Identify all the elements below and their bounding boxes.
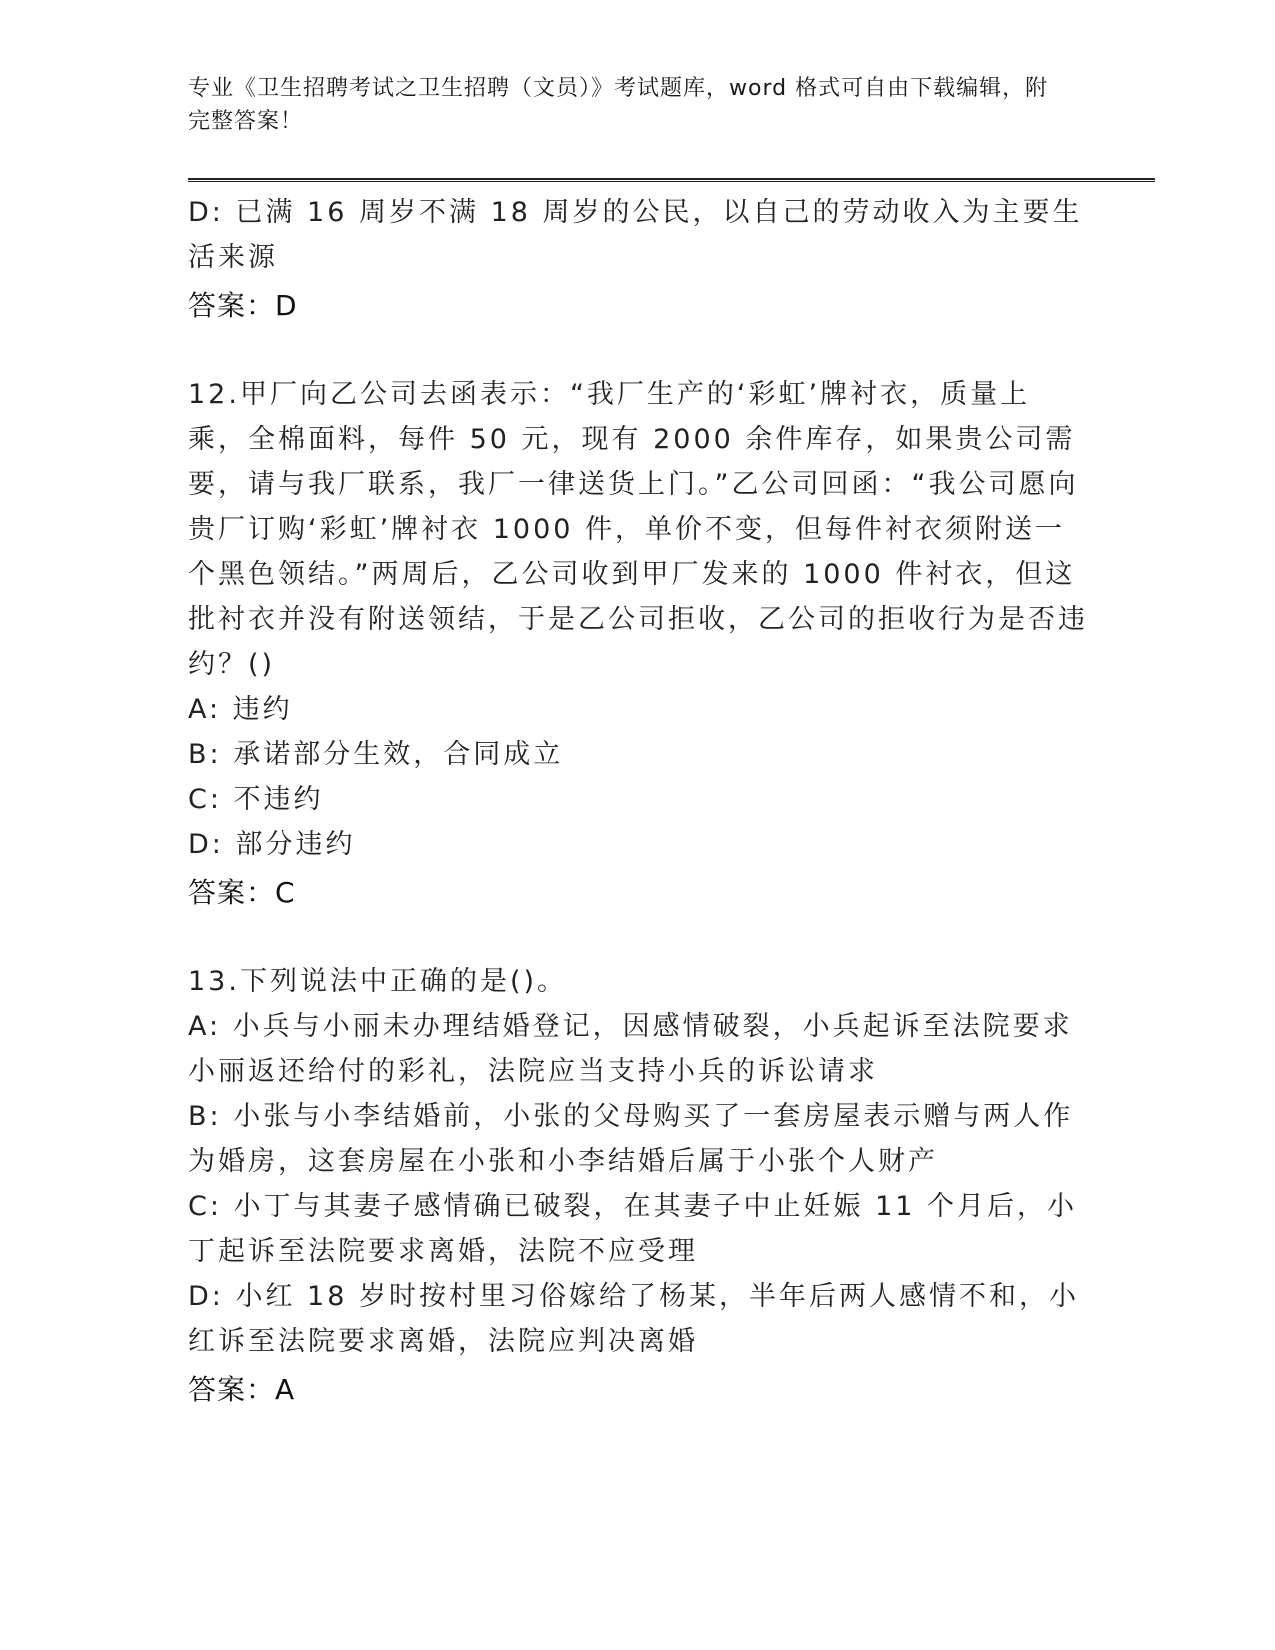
answer-line: 答案：C bbox=[188, 876, 296, 909]
option-c: C: 小丁与其妻子感情确已破裂，在其妻子中止妊娠 11 个月后，小丁起诉至法院要求离婚，法院不应受理 bbox=[188, 1191, 1078, 1267]
spacer bbox=[188, 330, 1088, 372]
answer-line: 答案：A bbox=[188, 1373, 296, 1406]
spacer bbox=[188, 917, 1088, 959]
option-d: D: 小红 18 岁时按村里习俗嫁给了杨某，半年后两人感情不和，小红诉至法院要求离婚，法院应判决离婚 bbox=[188, 1281, 1079, 1357]
answer-line: 答案：D bbox=[188, 289, 298, 322]
previous-question-tail bbox=[188, 190, 1088, 330]
document-body bbox=[188, 190, 1088, 1414]
option-a: A: 违约 bbox=[188, 694, 293, 725]
question-12 bbox=[188, 372, 1088, 917]
option-d: D: 已满 16 周岁不满 18 周岁的公民，以自己的劳动收入为主要生活来源 bbox=[188, 197, 1083, 273]
question-13 bbox=[188, 959, 1088, 1414]
option-c: C: 不违约 bbox=[188, 784, 324, 815]
question-stem: 13.下列说法中正确的是()。 bbox=[188, 966, 568, 997]
question-stem: 12.甲厂向乙公司去函表示：“我厂生产的‘彩虹’牌衬衣，质量上乘，全棉面料，每件 50 元，现有 2000 余件库存，如果贵公司需要，请与我厂联系，我厂一律送货上门。”乙公司回函：“我公司愿向贵厂订购‘彩虹’牌衬衣 1000 件，单价不变，但每件衬衣须附送一个黑色领结。”两周后，乙公司收到甲厂发来的 1000 件衬衣，但这批衬衣并没有附送领结，于是乙公司拒收，乙公司的拒收行为是否违约？() bbox=[188, 379, 1088, 680]
option-b: B: 小张与小李结婚前，小张的父母购买了一套房屋表示赠与两人作为婚房，这套房屋在小张和小李结婚后属于小张个人财产 bbox=[188, 1101, 1074, 1177]
option-d: D: 部分违约 bbox=[188, 829, 356, 860]
header-divider bbox=[188, 178, 1155, 182]
option-b: B: 承诺部分生效，合同成立 bbox=[188, 739, 564, 770]
document-header: 专业《卫生招聘考试之卫生招聘（文员）》考试题库，word 格式可自由下载编辑，附完整答案！ bbox=[188, 76, 1049, 134]
option-a: A: 小兵与小丽未办理结婚登记，因感情破裂，小兵起诉至法院要求小丽返还给付的彩礼，法院应当支持小兵的诉讼请求 bbox=[188, 1011, 1073, 1087]
